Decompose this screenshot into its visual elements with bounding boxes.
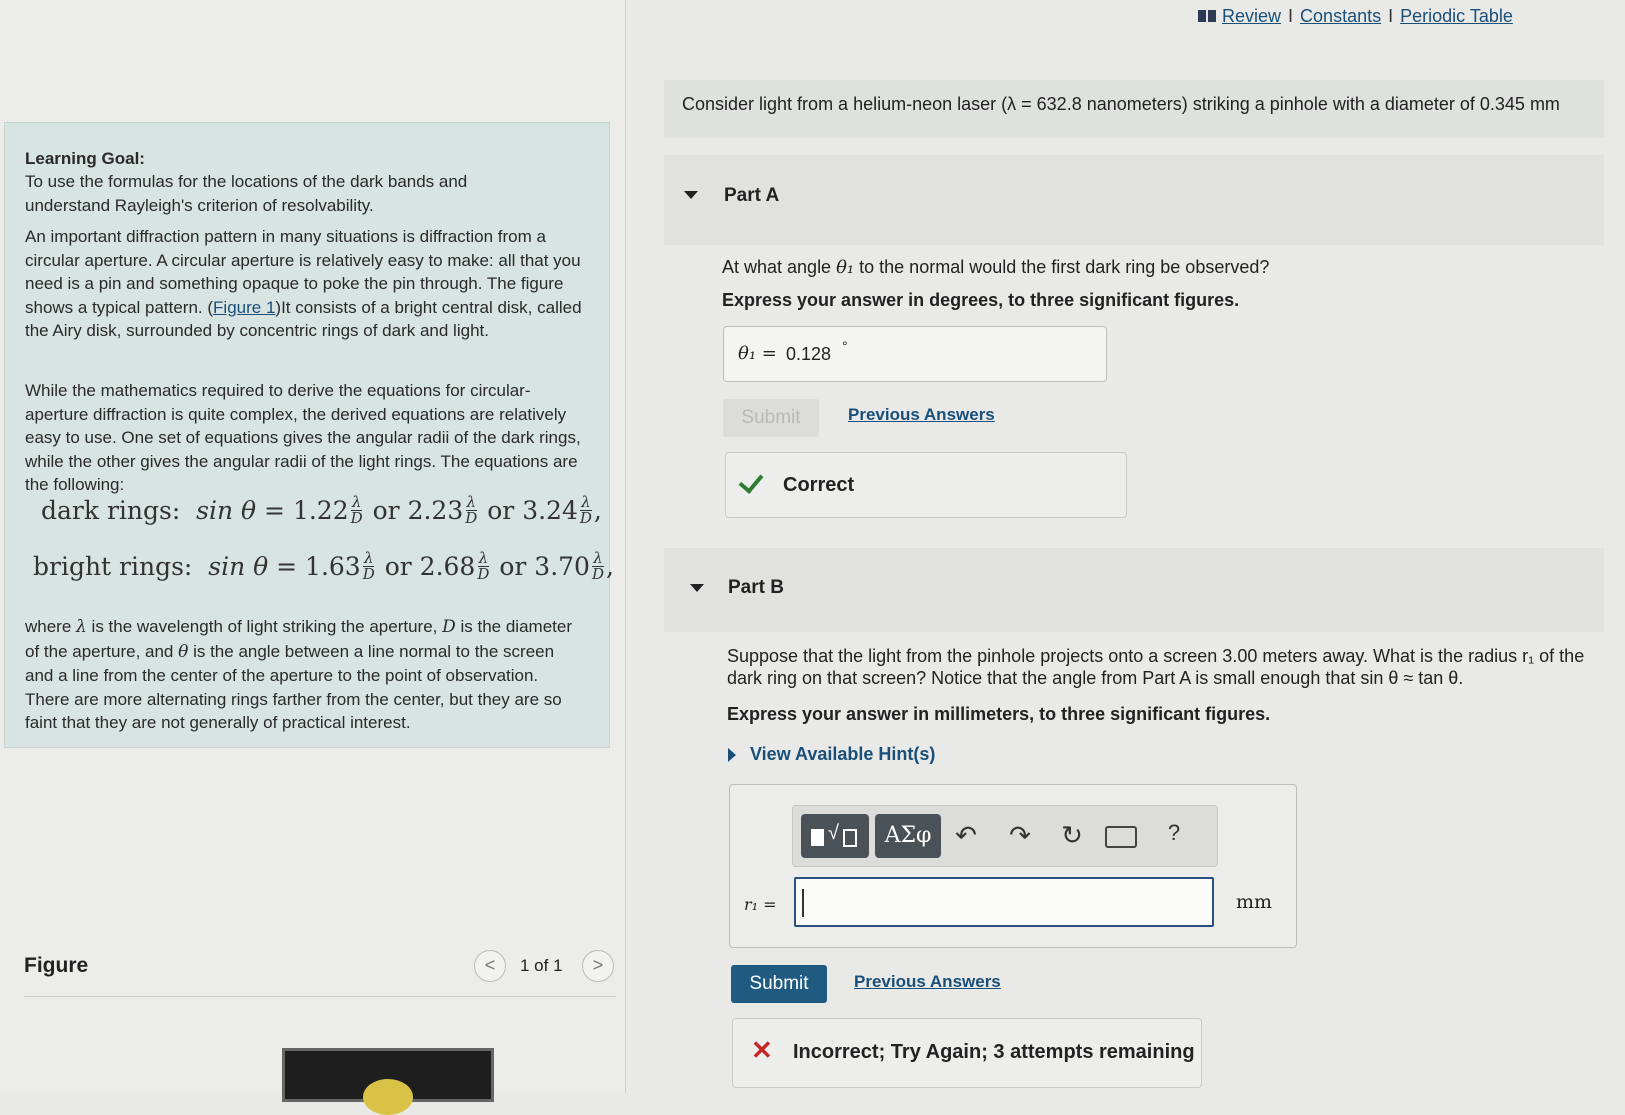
help-icon[interactable]: ? xyxy=(1167,820,1181,845)
figure-bar xyxy=(24,950,616,997)
fraction: $\frac{\lambda}{D}$ xyxy=(591,549,604,583)
answer-label: θ₁ = xyxy=(738,343,777,364)
part-a-answer-box xyxy=(723,326,1107,382)
feedback-text: Correct xyxy=(783,474,855,496)
part-b-question-line2: dark ring on that screen? Notice that the angle from Part A is small enough that sin θ ≈ tan θ. xyxy=(727,668,1464,688)
template-square-icon xyxy=(811,829,824,846)
part-a-title: Part A xyxy=(724,185,780,206)
view-hints-toggle[interactable] xyxy=(728,744,935,765)
goal-body: To use the formulas for the locations of the dark bands and understand Rayleigh's criterion of resolvability. xyxy=(25,172,468,215)
part-a-submit-button[interactable]: Submit xyxy=(723,399,819,437)
figure-image xyxy=(282,1048,494,1102)
part-b-instruction: Express your answer in millimeters, to three significant figures. xyxy=(727,704,1271,724)
figure-pager-count: 1 of 1 xyxy=(520,956,563,975)
intro-paragraph xyxy=(25,225,595,343)
text-cursor xyxy=(802,889,804,917)
fraction: $\frac{\lambda}{D}$ xyxy=(465,493,478,527)
where-paragraph: where λ is the wavelength of light striking the aperture, D is the diameter of the aperture, and θ is the angle between a line normal to the screen and a line from the center of the aperture to the point of observation. There are more alternating rings farther from the center, but they are so faint that they are not generally of practical interest. xyxy=(25,617,572,732)
redo-icon[interactable]: ↷ xyxy=(1009,820,1031,850)
figure-prev-button[interactable]: < xyxy=(474,950,506,982)
link-separator: I xyxy=(1388,6,1394,26)
math-toolbar xyxy=(792,805,1218,867)
checkmark-icon xyxy=(739,468,764,494)
fraction: $\frac{\lambda}{D}$ xyxy=(362,549,375,583)
part-a-feedback xyxy=(725,452,1127,518)
figure-next-button[interactable]: > xyxy=(582,950,614,982)
fraction: $\frac{\lambda}{D}$ xyxy=(350,493,363,527)
bright-rings-label: bright rings: xyxy=(33,552,193,581)
dark-rings-equation: dark rings: sin θ = 1.22 $\frac{\lambda}{D}$ or 2.23 $\frac{\lambda}{D}$ or 3.24 $\frac{\lambda}{D}$ , xyxy=(41,493,602,527)
part-a-previous-answers-link[interactable]: Previous Answers xyxy=(848,405,995,424)
answer-value: 0.128 xyxy=(786,344,832,364)
top-links xyxy=(1198,6,1513,27)
radical-icon: √ xyxy=(828,822,839,844)
review-link[interactable]: Review xyxy=(1222,6,1282,26)
dark-coeff-2: 2.23 xyxy=(407,496,464,525)
figure-label: Figure xyxy=(24,954,89,977)
feedback-text: Incorrect; Try Again; 3 attempts remaining xyxy=(793,1041,1195,1063)
eq-or: or xyxy=(372,496,400,525)
keyboard-icon[interactable] xyxy=(1105,826,1137,848)
greek-symbols-button[interactable]: ΑΣφ xyxy=(875,814,941,858)
templates-button[interactable] xyxy=(801,814,869,858)
part-a-question: At what angle θ₁ to the normal would the first dark ring be observed? xyxy=(722,257,1270,278)
answer-label: r₁ = xyxy=(744,895,777,914)
problem-intro-text: Consider light from a helium-neon laser (λ = 632.8 nanometers) striking a pinhole with a diameter of 0.345 mm xyxy=(682,94,1560,114)
part-a-header[interactable] xyxy=(664,155,1604,245)
bright-coeff-3: 3.70 xyxy=(534,552,590,581)
part-b-question-line1: Suppose that the light from the pinhole projects onto a screen 3.00 meters away. What is the radius r₁ of the xyxy=(727,646,1585,666)
degree-unit: ° xyxy=(842,338,848,354)
part-b-feedback xyxy=(732,1018,1202,1088)
fraction: $\frac{\lambda}{D}$ xyxy=(579,493,592,527)
reset-icon[interactable]: ↻ xyxy=(1061,820,1083,850)
math-paragraph: While the mathematics required to derive the equations for circular-aperture diffraction is quite complex, the derived equations are relatively easy to use. One set of equations gives the angular radii of the dark rings, while the other gives the angular radii of the light rings. The equations are the following: xyxy=(25,381,581,494)
part-b-previous-answers-link[interactable]: Previous Answers xyxy=(854,972,1001,991)
periodic-table-link[interactable]: Periodic Table xyxy=(1400,6,1513,26)
figure-1-link[interactable]: Figure 1 xyxy=(213,297,276,317)
airy-disk xyxy=(363,1079,413,1115)
collapse-caret-icon[interactable] xyxy=(690,584,704,592)
part-b-header[interactable] xyxy=(664,548,1604,632)
problem-intro xyxy=(664,80,1604,138)
dark-rings-label: dark rings: xyxy=(41,496,181,525)
part-b-answer-box xyxy=(729,784,1297,948)
dark-coeff-1: 1.22 xyxy=(292,496,349,525)
eq-or: or xyxy=(487,496,515,525)
bright-rings-equation: bright rings: sin θ = 1.63 $\frac{\lambda}{D}$ or 2.68 $\frac{\lambda}{D}$ or 3.70 $\frac{\lambda}{D}$ , xyxy=(33,549,614,583)
bright-coeff-1: 1.63 xyxy=(305,552,361,581)
eq-or: or xyxy=(384,552,412,581)
fraction: $\frac{\lambda}{D}$ xyxy=(477,549,490,583)
eq-sin: sin θ = xyxy=(196,496,285,525)
constants-link[interactable]: Constants xyxy=(1300,6,1382,26)
collapse-caret-icon[interactable] xyxy=(684,191,698,199)
book-icon xyxy=(1198,10,1216,22)
part-a-instruction: Express your answer in degrees, to three significant figures. xyxy=(722,290,1240,310)
incorrect-x-icon: ✕ xyxy=(751,1035,773,1065)
hint-label: View Available Hint(s) xyxy=(750,744,936,764)
part-b-title: Part B xyxy=(728,577,784,598)
part-b-submit-button[interactable]: Submit xyxy=(731,965,827,1003)
intro-text-b: )It consists of a bright central disk, called the Airy disk, surrounded by concentric rings of dark and light. xyxy=(25,297,582,340)
learning-goal-panel xyxy=(4,122,614,748)
left-panel xyxy=(0,0,626,1093)
mm-unit: mm xyxy=(1236,891,1273,913)
eq-or: or xyxy=(499,552,527,581)
intro-text-a: An important diffraction pattern in many situations is diffraction from a circular aperture. A circular aperture is relatively easy to make: all that you need is a pin and something opaque to poke the pin through. The figure shows a typical pattern. ( xyxy=(25,227,581,317)
undo-icon[interactable]: ↶ xyxy=(955,820,977,850)
expand-caret-icon xyxy=(728,748,736,762)
template-box-icon xyxy=(843,829,857,847)
goal-title: Learning Goal: xyxy=(25,149,145,168)
link-separator: I xyxy=(1288,6,1294,26)
r1-answer-input[interactable] xyxy=(794,877,1214,927)
bright-coeff-2: 2.68 xyxy=(419,552,476,581)
dark-coeff-3: 3.24 xyxy=(522,496,578,525)
eq-sin: sin θ = xyxy=(208,552,298,581)
